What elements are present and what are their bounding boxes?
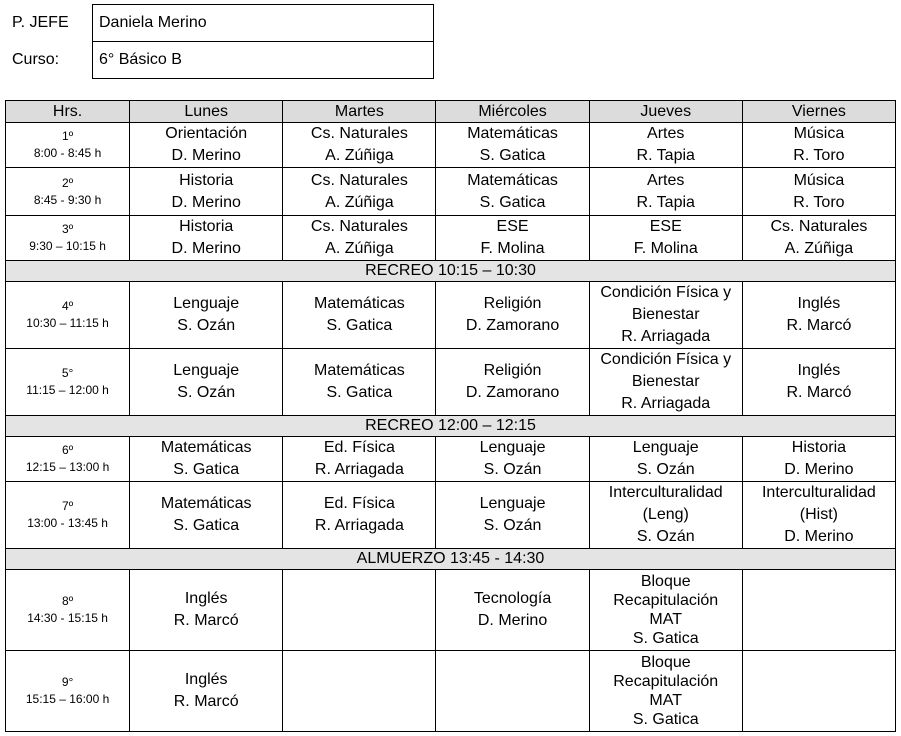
class-cell-line: Interculturalidad: [608, 484, 723, 501]
class-cell-line: R. Marcó: [173, 612, 239, 629]
class-cell-line: A. Zúñiga: [325, 240, 394, 257]
class-cell-line: Inglés: [797, 295, 841, 312]
class-cell-line: ESE: [649, 218, 682, 235]
period-cell: [6, 349, 130, 416]
table-row: [6, 282, 896, 349]
class-cell: [589, 123, 742, 168]
class-cell-line: D. Merino: [171, 193, 241, 211]
table-row: [6, 216, 896, 261]
class-cell-line: Recapitulación: [613, 673, 719, 690]
class-cell: [283, 282, 436, 349]
class-cell-line: D. Zamorano: [465, 384, 560, 401]
class-cell-line: R. Tapia: [636, 147, 695, 164]
class-cell-line: Bloque: [640, 654, 691, 671]
class-cell: [283, 123, 436, 168]
class-cell-line: Matemáticas: [160, 495, 252, 512]
class-cell: [589, 482, 742, 549]
class-cell-line: Lenguaje: [173, 362, 240, 379]
period-number: 5°: [61, 366, 74, 380]
class-cell-line: D. Merino: [171, 240, 241, 257]
table-row: [6, 437, 896, 482]
class-cell-line: R. Tapia: [636, 193, 695, 211]
break-row: [6, 261, 896, 282]
class-cell: [130, 282, 283, 349]
class-cell: [589, 437, 742, 482]
break-row: [6, 549, 896, 570]
class-cell-line: Religión: [483, 295, 542, 312]
period-number: 9°: [61, 675, 74, 689]
period-time: 9:30 – 10:15 h: [29, 239, 106, 253]
class-cell-line: S. Gatica: [173, 517, 240, 534]
class-cell: [589, 349, 742, 416]
class-cell-line: S. Ozán: [636, 461, 695, 478]
class-cell-line: Artes: [647, 171, 685, 189]
period-cell: [6, 168, 130, 216]
class-cell: [742, 216, 895, 261]
class-cell: [742, 168, 895, 216]
period-time: 11:15 – 12:00 h: [26, 383, 109, 397]
class-cell-line: Artes: [647, 125, 685, 142]
period-time: 12:15 – 13:00 h: [25, 460, 110, 474]
class-cell: [436, 437, 589, 482]
class-cell-line: R. Marcó: [173, 693, 239, 710]
class-cell: [589, 570, 742, 651]
class-cell-line: Cs. Naturales: [310, 218, 408, 235]
class-cell-line: Matemáticas: [467, 171, 558, 189]
class-cell: [436, 349, 589, 416]
class-cell-line: Música: [793, 125, 845, 142]
period-number: 6º: [62, 443, 74, 457]
class-cell-line: S. Gatica: [326, 384, 393, 401]
jefe-label: P. JEFE: [12, 14, 69, 31]
period-number: 1º: [62, 129, 74, 143]
class-cell-line: (Leng): [642, 506, 689, 523]
class-cell-line: Interculturalidad: [761, 484, 876, 501]
period-cell: [6, 123, 130, 168]
class-cell-line: ESE: [496, 218, 529, 235]
class-cell: [436, 168, 589, 216]
class-cell: [589, 282, 742, 349]
class-cell: [283, 216, 436, 261]
class-cell-line: A. Zúñiga: [784, 240, 854, 257]
class-cell-line: Lenguaje: [632, 439, 699, 456]
header-info: [4, 4, 434, 79]
class-cell: [742, 282, 895, 349]
col-header-jueves: Jueves: [589, 101, 742, 123]
class-cell-line: R. Toro: [793, 193, 845, 211]
class-cell-line: Matemáticas: [160, 439, 252, 456]
class-cell-line: R. Toro: [793, 147, 845, 164]
class-cell-line: MAT: [649, 692, 683, 709]
table-row: [6, 570, 896, 651]
class-cell-line: F. Molina: [633, 240, 698, 257]
class-cell: [742, 570, 895, 651]
class-cell-line: Historia: [179, 218, 234, 235]
class-cell-line: Condición Física y: [600, 351, 732, 368]
class-cell: [283, 168, 436, 216]
period-number: 8º: [62, 594, 74, 608]
col-header-miercoles: Miércoles: [436, 101, 589, 123]
class-cell-line: R. Marcó: [786, 384, 852, 401]
class-cell-line: R. Arriagada: [621, 328, 711, 345]
class-cell: [436, 123, 589, 168]
class-cell: [742, 651, 895, 732]
table-row: [6, 349, 896, 416]
class-cell-line: Recapitulación: [613, 592, 719, 609]
class-cell-line: A. Zúñiga: [325, 193, 394, 211]
class-cell-line: S. Ozán: [177, 317, 236, 334]
class-cell-line: Matemáticas: [314, 295, 405, 312]
class-cell-line: Religión: [483, 362, 542, 379]
class-cell-line: D. Merino: [784, 528, 854, 545]
period-cell: [6, 482, 130, 549]
period-time: 13:00 - 13:45 h: [27, 516, 108, 530]
period-cell: [6, 570, 130, 651]
table-row: [6, 123, 896, 168]
class-cell: [130, 216, 283, 261]
jefe-row: [4, 5, 434, 42]
class-cell-line: D. Merino: [171, 147, 241, 164]
class-cell-line: Lenguaje: [173, 295, 240, 312]
period-cell: [6, 216, 130, 261]
period-number: 2º: [62, 175, 74, 190]
period-time: 15:15 – 16:00 h: [25, 692, 110, 706]
class-cell: [283, 651, 436, 732]
class-cell: [436, 282, 589, 349]
col-header-martes: Martes: [283, 101, 436, 123]
column-header-row: [6, 101, 896, 123]
break-label: RECREO 12:00 – 12:15: [6, 416, 896, 437]
class-cell-line: A. Zúñiga: [325, 147, 394, 164]
class-cell: [283, 349, 436, 416]
period-number: 3º: [62, 222, 74, 236]
class-cell-line: S. Ozán: [483, 517, 542, 534]
class-cell-line: Cs. Naturales: [310, 171, 408, 189]
class-cell: [436, 216, 589, 261]
class-cell-line: S. Gatica: [632, 630, 699, 647]
class-cell-line: S. Ozán: [177, 384, 236, 401]
class-cell-line: Condición Física y: [600, 284, 732, 301]
class-cell: [436, 482, 589, 549]
class-cell-line: D. Merino: [784, 461, 854, 478]
class-cell-line: Matemáticas: [467, 125, 558, 142]
class-cell-line: D. Zamorano: [465, 317, 560, 334]
class-cell-line: Tecnología: [473, 590, 552, 607]
class-cell: [742, 437, 895, 482]
period-cell: [6, 651, 130, 732]
class-cell: [436, 651, 589, 732]
class-cell-line: Bloque: [640, 573, 691, 590]
class-cell-line: F. Molina: [480, 240, 545, 257]
class-cell-line: Historia: [791, 439, 847, 456]
class-cell: [130, 570, 283, 651]
period-number: 4º: [62, 299, 74, 313]
col-header-lunes: Lunes: [130, 101, 283, 123]
break-row: [6, 416, 896, 437]
class-cell-line: S. Gatica: [479, 147, 546, 164]
class-cell-line: MAT: [649, 611, 683, 628]
period-time: 10:30 – 11:15 h: [26, 316, 109, 330]
class-cell: [589, 168, 742, 216]
class-cell: [130, 123, 283, 168]
period-time: 8:00 - 8:45 h: [33, 146, 102, 160]
curso-label: Curso:: [12, 51, 60, 68]
period-cell: [6, 437, 130, 482]
class-cell-line: R. Arriagada: [621, 395, 711, 412]
table-row: [6, 482, 896, 549]
class-cell-line: Cs. Naturales: [310, 125, 408, 142]
class-cell-line: R. Arriagada: [314, 461, 404, 478]
break-label: RECREO 10:15 – 10:30: [6, 261, 896, 282]
class-cell: [130, 482, 283, 549]
class-cell-line: S. Gatica: [326, 317, 393, 334]
class-cell: [742, 349, 895, 416]
table-row: [6, 651, 896, 732]
curso-row: [4, 42, 434, 79]
class-cell-line: Lenguaje: [479, 439, 546, 456]
schedule-table: [5, 100, 896, 732]
class-cell-line: S. Ozán: [483, 461, 542, 478]
class-cell-line: Historia: [179, 171, 234, 189]
class-cell-line: Música: [793, 171, 845, 189]
class-cell: [283, 570, 436, 651]
col-header-viernes: Viernes: [742, 101, 895, 123]
class-cell-line: Ed. Física: [323, 439, 395, 456]
break-label: ALMUERZO 13:45 - 14:30: [6, 549, 896, 570]
class-cell: [130, 437, 283, 482]
class-cell-line: Lenguaje: [479, 495, 546, 512]
class-cell: [283, 482, 436, 549]
class-cell-line: Cs. Naturales: [770, 218, 868, 235]
period-cell: [6, 282, 130, 349]
class-cell-line: Matemáticas: [314, 362, 405, 379]
class-cell-line: Bienestar: [631, 373, 700, 390]
period-time: 14:30 - 15:15 h: [27, 611, 108, 625]
class-cell-line: S. Gatica: [479, 193, 546, 211]
class-cell: [283, 437, 436, 482]
class-cell: [130, 349, 283, 416]
class-cell-line: S. Ozán: [636, 528, 695, 545]
class-cell: [589, 216, 742, 261]
class-cell-line: D. Merino: [477, 612, 548, 629]
class-cell-line: Orientación: [165, 125, 248, 142]
table-row: [6, 168, 896, 216]
curso-value: 6° Básico B: [93, 42, 434, 79]
class-cell: [589, 651, 742, 732]
class-cell-line: Ed. Física: [323, 495, 395, 512]
jefe-value: Daniela Merino: [93, 5, 434, 42]
col-header-hrs: Hrs.: [6, 101, 130, 123]
period-time: 8:45 - 9:30 h: [33, 192, 102, 207]
class-cell: [742, 482, 895, 549]
class-cell: [436, 570, 589, 651]
class-cell-line: Inglés: [797, 362, 841, 379]
class-cell-line: S. Gatica: [632, 711, 699, 728]
class-cell-line: (Hist): [799, 506, 839, 523]
class-cell-line: R. Arriagada: [314, 517, 404, 534]
class-cell-line: Inglés: [184, 590, 228, 607]
period-number: 7º: [62, 499, 74, 513]
class-cell-line: R. Marcó: [786, 317, 852, 334]
class-cell: [130, 168, 283, 216]
class-cell: [130, 651, 283, 732]
class-cell-line: Bienestar: [631, 306, 700, 323]
class-cell: [742, 123, 895, 168]
class-cell-line: Inglés: [184, 671, 228, 688]
class-cell-line: S. Gatica: [173, 461, 240, 478]
